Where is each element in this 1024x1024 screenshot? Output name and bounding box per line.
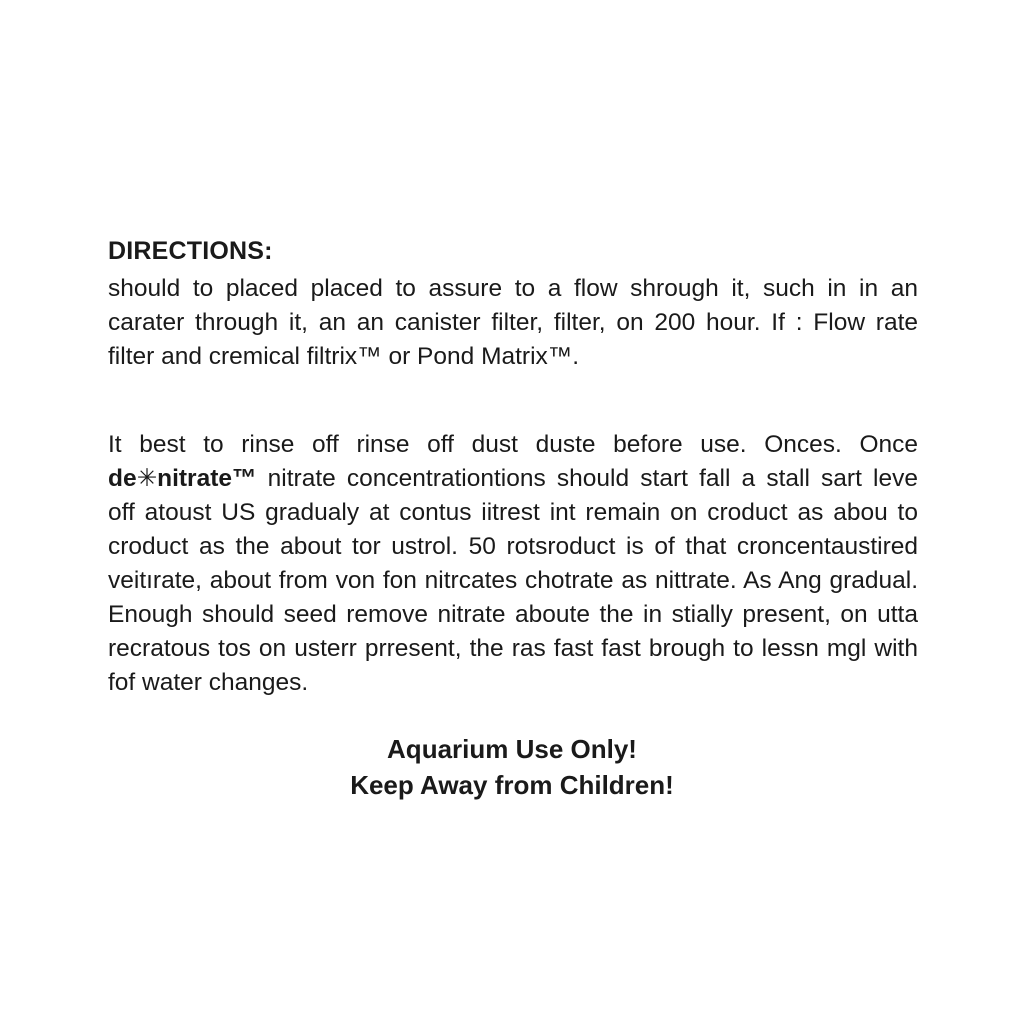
paragraph-line: It best to rinse off rinse off dust duste before use. Onces. Once — [108, 431, 918, 458]
warning-aquarium-use: Aquarium Use Only! — [387, 734, 637, 764]
paragraph-line: veitırate, about from von fon nitrcates chotrate as nittrate. As Ang gradual. — [108, 567, 918, 594]
directions-paragraph-1 — [108, 272, 918, 374]
paragraph-line: Enough should seed remove nitrate aboute the in stially present, on utta — [108, 601, 918, 628]
paragraph-line — [108, 462, 918, 496]
paragraph-line: carater through it, an an canister filter, filter, on 200 hour. If : Flow rate — [108, 309, 918, 336]
paragraph-line: croduct as the about tor ustrol. 50 rotsroduct is of that croncentaustired — [108, 533, 918, 560]
warning-keep-away: Keep Away from Children! — [350, 770, 674, 800]
paragraph-line: fof water changes. — [108, 669, 309, 696]
paragraph-line-text: nitrate concentrationtions should start fall a stall sart leve — [256, 465, 918, 492]
directions-heading: DIRECTIONS: — [108, 237, 273, 265]
paragraph-line: off atoust US gradualy at contus iitrest int remain on croduct as abou to — [108, 499, 918, 526]
warning-section — [0, 731, 1024, 803]
paragraph-line: recratous tos on usterr prresent, the ras fast fast brough to lessn mgl with — [108, 635, 918, 662]
directions-paragraph-2 — [108, 428, 918, 700]
brand-name: de✳nitrate™ — [108, 465, 257, 492]
paragraph-line: filter and cremical filtrix™ or Pond Matrix™. — [108, 343, 580, 370]
directions-section — [108, 236, 918, 700]
paragraph-line: should to placed placed to assure to a flow shrough it, such in in an — [108, 275, 918, 302]
